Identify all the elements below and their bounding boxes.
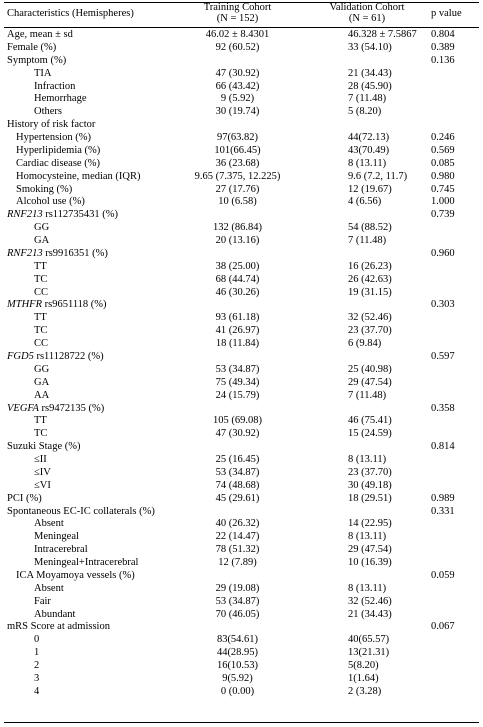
validation-cohort-cell: 46.328 ± 7.5867 [348, 29, 417, 40]
pvalue-cell: 0.597 [431, 351, 455, 362]
row-label-text: TT [34, 312, 47, 324]
row-label-text: ≤VI [34, 479, 51, 491]
validation-cohort-cell: 9.6 (7.2, 11.7) [348, 170, 408, 182]
validation-cohort-cell: 29 (47.54) [348, 544, 392, 556]
training-cohort-cell: 16(10.53) [216, 660, 259, 672]
table-row [0, 620, 483, 633]
row-label-text: TIA [34, 67, 52, 79]
validation-cohort-cell: 33 (54.10) [348, 41, 392, 53]
training-cohort-cell: 74 (48.68) [215, 479, 260, 491]
validation-cohort-cell: 14 (22.95) [348, 518, 392, 530]
row-label-text: CC [34, 338, 49, 350]
validation-cohort-cell: 5 (8.20) [348, 106, 382, 118]
validation-cohort-cell: 7 (11.48) [348, 235, 387, 247]
table-row [0, 273, 483, 286]
row-label-text: GG [34, 363, 50, 375]
training-cohort-cell: 29 (19.08) [215, 582, 260, 594]
row-label-text: History of risk factor [7, 119, 96, 131]
row-label [34, 659, 39, 672]
pvalue-cell: 0.814 [431, 441, 455, 453]
validation-cohort-cell: 6 (9.84) [348, 338, 382, 350]
validation-cohort-cell: 8 (13.11) [348, 582, 387, 594]
row-label-text: Meningeal [34, 531, 79, 543]
row-label-text: Female (%) [7, 41, 57, 53]
table-row [0, 569, 483, 582]
row-label-text: Abundant [34, 608, 76, 620]
pvalue-cell: 0.960 [431, 247, 455, 259]
training-cohort-cell: 0 (0.00) [220, 685, 255, 697]
row-label [7, 118, 95, 131]
training-cohort-cell: 47 (30.92) [215, 67, 260, 79]
table-row [0, 466, 483, 479]
validation-cohort-cell: 21 (34.43) [348, 67, 392, 79]
table-row [0, 54, 483, 67]
row-label [34, 414, 47, 427]
row-label [7, 492, 42, 505]
row-label [34, 595, 51, 608]
table-row [0, 633, 483, 646]
row-label [7, 28, 73, 41]
validation-cohort-cell: 54 (88.52) [348, 222, 392, 234]
training-cohort-cell: 27 (17.76) [215, 183, 260, 195]
training-cohort-cell: 9(5.92) [222, 673, 253, 684]
row-label-text: rs11128722 (%) [33, 351, 104, 362]
table-row [0, 582, 483, 595]
row-label-text: Others [34, 106, 62, 118]
row-label-text: AA [34, 389, 50, 401]
training-cohort-cell: 70 (46.05) [215, 608, 260, 620]
table-row [0, 543, 483, 556]
pvalue-cell: 0.067 [431, 621, 455, 633]
row-label [16, 157, 100, 170]
row-label-text: Spontaneous EC-IC collaterals (%) [7, 505, 155, 517]
row-label-text: Cardiac disease (%) [16, 157, 100, 169]
table-row [0, 427, 483, 440]
training-cohort-cell: 25 (16.45) [215, 454, 260, 466]
validation-cohort-cell: 15 (24.59) [348, 428, 392, 440]
pvalue-cell: 0.331 [431, 505, 455, 517]
table-row [0, 41, 483, 54]
validation-cohort-cell: 40(65.57) [348, 634, 390, 646]
training-cohort-cell: 12 (7.89) [218, 557, 257, 569]
table-row [0, 659, 483, 672]
validation-cohort-cell: 23 (37.70) [348, 466, 392, 478]
validation-cohort-cell: 18 (29.51) [348, 492, 392, 504]
table-row [0, 389, 483, 402]
header-characteristics: Characteristics (Hemispheres) [7, 8, 134, 19]
training-cohort-cell: 53 (34.87) [215, 595, 260, 607]
training-cohort-cell: 92 (60.52) [215, 41, 260, 53]
table-row [0, 530, 483, 543]
table-row [0, 260, 483, 273]
header-training-n: (N = 152) [216, 13, 259, 24]
validation-cohort-cell: 19 (31.15) [348, 286, 392, 298]
row-label [34, 67, 52, 80]
validation-cohort-cell: 25 (40.98) [348, 363, 392, 375]
row-label [34, 92, 86, 105]
row-label [34, 556, 138, 569]
row-label-text: Intracerebral [34, 544, 88, 556]
row-label [7, 54, 66, 67]
row-label-text: Hyperlipidemia (%) [16, 144, 101, 156]
pvalue-cell: 0.246 [431, 132, 455, 144]
row-label-text: rs9651118 (%) [42, 299, 107, 311]
row-label [16, 170, 141, 183]
row-label [34, 633, 39, 646]
validation-cohort-cell: 30 (49.18) [348, 479, 392, 491]
row-label [34, 260, 47, 273]
validation-cohort-cell: 32 (52.46) [348, 312, 392, 324]
validation-cohort-cell: 28 (45.90) [348, 80, 392, 92]
row-label-text: Symptom (%) [7, 54, 67, 66]
row-label [7, 208, 118, 221]
training-cohort-cell: 30 (19.74) [215, 106, 260, 118]
table-row [0, 350, 483, 363]
table-row [0, 505, 483, 518]
validation-cohort-cell: 4 (6.56) [348, 196, 382, 208]
table-row [0, 440, 483, 453]
table-row [0, 131, 483, 144]
table-row [0, 92, 483, 105]
row-label-text: Absent [34, 582, 64, 594]
validation-cohort-cell: 7 (11.48) [348, 93, 387, 105]
training-cohort-cell: 101(66.45) [214, 144, 261, 156]
training-cohort-cell: 18 (11.84) [215, 338, 260, 350]
validation-cohort-cell: 5(8.20) [348, 660, 379, 672]
training-cohort-cell: 36 (23.68) [215, 157, 260, 169]
validation-cohort-cell: 26 (42.63) [348, 273, 392, 285]
row-label [7, 41, 56, 54]
row-label [34, 324, 47, 337]
pvalue-cell: 0.136 [431, 54, 455, 66]
header-training-title: Training Cohort [203, 2, 272, 13]
table-row [0, 28, 483, 41]
row-label [16, 569, 135, 582]
bottom-rule [4, 722, 479, 723]
table-row [0, 556, 483, 569]
row-label [7, 350, 104, 363]
validation-cohort-cell: 12 (19.67) [348, 183, 392, 195]
training-cohort-cell: 40 (26.32) [215, 518, 260, 530]
training-cohort-cell: 105 (69.08) [213, 415, 262, 427]
table-row [0, 363, 483, 376]
row-label-text: Alcohol use (%) [16, 196, 85, 208]
row-label-text: TC [34, 428, 48, 440]
row-label [34, 286, 48, 299]
training-cohort-cell: 53 (34.87) [215, 363, 260, 375]
row-label-text: Smoking (%) [16, 183, 73, 195]
validation-cohort-cell: 29 (47.54) [348, 376, 392, 388]
pvalue-cell: 0.739 [431, 209, 455, 221]
pvalue-cell: 0.358 [431, 402, 455, 414]
training-cohort-cell: 53 (34.87) [215, 466, 260, 478]
row-label [34, 427, 47, 440]
validation-cohort-cell: 13(21.31) [348, 647, 390, 659]
pvalue-cell: 0.989 [431, 492, 455, 504]
training-cohort-cell: 46.02 ± 8.4301 [205, 29, 270, 40]
training-cohort-cell: 10 (6.58) [218, 196, 257, 208]
row-label [16, 144, 100, 157]
row-label-text: GG [34, 222, 50, 234]
row-label [34, 466, 51, 479]
row-label [7, 440, 81, 453]
table-row [0, 492, 483, 505]
row-label-text: GA [34, 376, 50, 388]
row-label [34, 363, 49, 376]
training-cohort-cell: 44(28.95) [216, 647, 259, 659]
validation-cohort-cell: 7 (11.48) [348, 389, 387, 401]
row-label [34, 234, 49, 247]
row-label-text: TC [34, 325, 48, 337]
row-label-text: 3 [34, 673, 40, 684]
row-label [34, 608, 75, 621]
pvalue-cell: 0.745 [431, 183, 455, 195]
table-row [0, 311, 483, 324]
table-row [0, 608, 483, 621]
table-row [0, 67, 483, 80]
row-label [34, 672, 39, 685]
row-label-text: ≤II [34, 454, 47, 466]
header-pvalue: p value [431, 8, 462, 19]
training-cohort-cell: 22 (14.47) [215, 531, 260, 543]
row-label-text: CC [34, 286, 49, 298]
pvalue-cell: 0.059 [431, 569, 455, 581]
table-row [0, 453, 483, 466]
validation-cohort-cell: 44(72.13) [348, 132, 390, 144]
validation-cohort-cell: 23 (37.70) [348, 325, 392, 337]
table-row [0, 105, 483, 118]
training-cohort-cell: 46 (30.26) [215, 286, 260, 298]
row-label [16, 131, 91, 144]
table-row [0, 221, 483, 234]
training-cohort-cell: 93 (61.18) [215, 312, 260, 324]
row-label-text: 4 [34, 685, 40, 697]
table-row [0, 298, 483, 311]
row-label [34, 221, 49, 234]
row-label [34, 453, 47, 466]
row-label-text: Homocysteine, median (IQR) [16, 170, 141, 182]
training-cohort-cell: 45 (29.61) [215, 492, 260, 504]
training-cohort-cell: 68 (44.74) [215, 273, 260, 285]
row-label-text: Infraction [34, 80, 76, 92]
validation-cohort-cell: 10 (16.39) [348, 557, 392, 569]
row-label [34, 517, 64, 530]
row-label [34, 479, 51, 492]
row-label-text: 2 [34, 660, 40, 672]
table-row [0, 144, 483, 157]
table-row [0, 170, 483, 183]
header-validation-n: (N = 61) [348, 13, 386, 24]
training-cohort-cell: 38 (25.00) [215, 260, 260, 272]
row-label-text: rs9916351 (%) [42, 247, 108, 259]
table-row [0, 208, 483, 221]
validation-cohort-cell: 32 (52.46) [348, 595, 392, 607]
validation-cohort-cell: 46 (75.41) [348, 415, 392, 427]
validation-cohort-cell: 16 (26.23) [348, 260, 392, 272]
row-label-text: rs112735431 (%) [42, 209, 119, 221]
training-cohort-cell: 20 (13.16) [215, 235, 260, 247]
row-label [34, 543, 88, 556]
validation-cohort-cell: 21 (34.43) [348, 608, 392, 620]
row-label [16, 195, 85, 208]
row-label-text: Suzuki Stage (%) [7, 441, 81, 453]
row-label [34, 311, 47, 324]
row-label [16, 183, 72, 196]
training-cohort-cell: 83(54.61) [216, 634, 259, 646]
row-label-text: Age, mean ± sd [7, 29, 73, 40]
header-validation-title: Validation Cohort [329, 2, 405, 13]
pvalue-cell: 1.000 [431, 196, 455, 208]
row-label-text: Absent [34, 518, 64, 530]
pvalue-cell: 0.569 [431, 144, 455, 156]
table-row [0, 80, 483, 93]
row-label [34, 389, 49, 402]
gene-name: RNF213 [7, 247, 43, 259]
table-row [0, 376, 483, 389]
validation-cohort-cell: 1(1.64) [348, 673, 379, 684]
row-label [34, 685, 39, 698]
row-label [34, 582, 64, 595]
validation-cohort-cell: 8 (13.11) [348, 157, 387, 169]
pvalue-cell: 0.085 [431, 157, 455, 169]
row-label [34, 105, 62, 118]
table-row [0, 324, 483, 337]
table-row [0, 595, 483, 608]
row-label [34, 530, 79, 543]
validation-cohort-cell: 2 (3.28) [348, 685, 382, 697]
row-label-text: 0 [34, 634, 40, 646]
table-row [0, 195, 483, 208]
table-row [0, 685, 483, 698]
training-cohort-cell: 24 (15.79) [215, 389, 260, 401]
gene-name: FGD5 [7, 351, 34, 362]
row-label [7, 402, 104, 415]
table-row [0, 414, 483, 427]
table-row [0, 286, 483, 299]
training-cohort-cell: 97(63.82) [216, 132, 259, 144]
row-label-text: Hypertension (%) [16, 132, 91, 144]
row-label [34, 376, 49, 389]
training-cohort-cell: 9.65 (7.375, 12.225) [194, 170, 281, 182]
training-cohort-cell: 75 (49.34) [215, 376, 260, 388]
row-label [7, 620, 110, 633]
pvalue-cell: 0.303 [431, 299, 455, 311]
gene-name: RNF213 [7, 209, 43, 221]
pvalue-cell: 0.804 [431, 29, 455, 40]
table-row [0, 183, 483, 196]
row-label-text: rs9472135 (%) [38, 402, 105, 414]
row-label-text: Fair [34, 595, 51, 607]
gene-name: MTHFR [7, 299, 42, 311]
row-label [7, 298, 107, 311]
table-row [0, 118, 483, 131]
training-cohort-cell: 132 (86.84) [213, 222, 262, 234]
pvalue-cell: 0.389 [431, 41, 455, 53]
row-label-text: TT [34, 260, 47, 272]
row-label-text: GA [34, 235, 50, 247]
table-row [0, 337, 483, 350]
row-label-text: ICA Moyamoya vessels (%) [16, 569, 135, 581]
table-row [0, 157, 483, 170]
row-label-text: TT [34, 415, 47, 427]
training-cohort-cell: 78 (51.32) [215, 544, 260, 556]
table-row [0, 646, 483, 659]
validation-cohort-cell: 43(70.49) [348, 144, 390, 156]
pvalue-cell: 0.980 [431, 170, 455, 182]
training-cohort-cell: 66 (43.42) [215, 80, 260, 92]
row-label-text: PCI (%) [7, 492, 42, 504]
row-label-text: Hemorrhage [34, 93, 87, 105]
table-row [0, 672, 483, 685]
gene-name: VEGFA [7, 402, 39, 414]
row-label-text: mRS Score at admission [7, 621, 110, 633]
row-label [7, 505, 155, 518]
row-label-text: ≤IV [34, 466, 51, 478]
training-cohort-cell: 47 (30.92) [215, 428, 260, 440]
table-row [0, 517, 483, 530]
training-cohort-cell: 9 (5.92) [220, 93, 255, 105]
row-label-text: TC [34, 273, 48, 285]
row-label [34, 646, 39, 659]
training-cohort-cell: 41 (26.97) [215, 325, 260, 337]
table-row [0, 479, 483, 492]
table-row [0, 247, 483, 260]
table-row [0, 234, 483, 247]
row-label [34, 337, 48, 350]
row-label [34, 80, 75, 93]
row-label [7, 247, 108, 260]
row-label [34, 273, 47, 286]
table-row [0, 402, 483, 415]
validation-cohort-cell: 8 (13.11) [348, 454, 387, 466]
row-label-text: Meningeal+Intracerebral [34, 557, 139, 569]
row-label-text: 1 [34, 647, 40, 659]
validation-cohort-cell: 8 (13.11) [348, 531, 387, 543]
